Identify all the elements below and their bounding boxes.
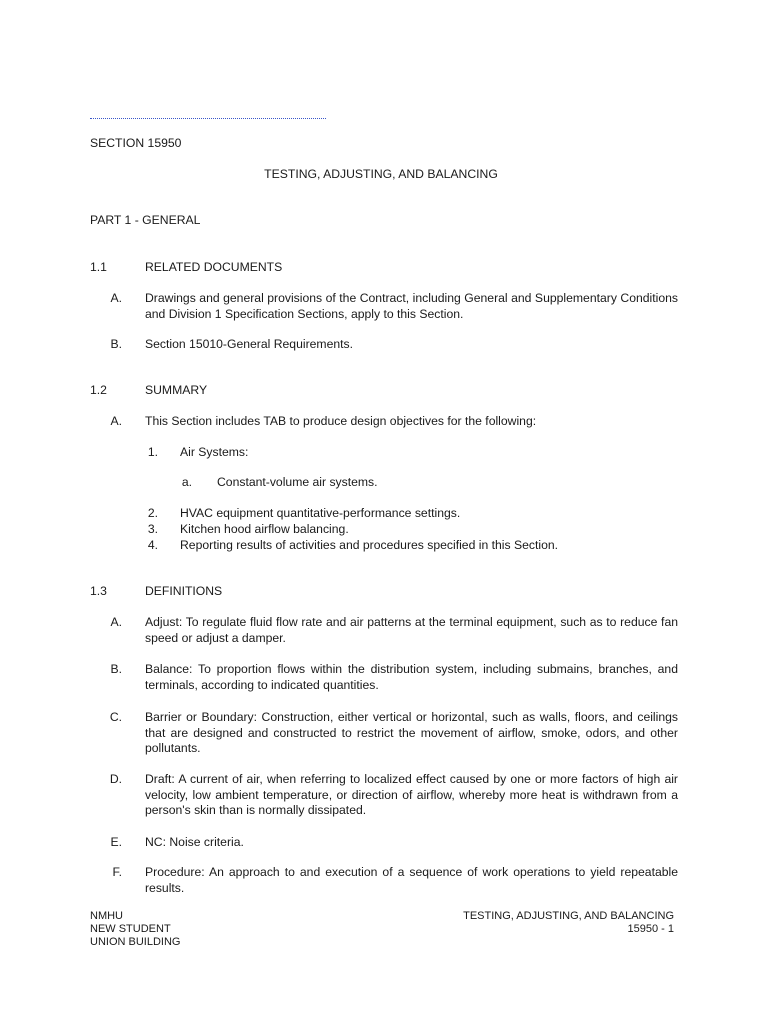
article-heading-summary: SUMMARY xyxy=(145,383,208,397)
article-number-1-2: 1.2 xyxy=(90,383,107,397)
part-heading: PART 1 - GENERAL xyxy=(90,213,201,227)
paragraph-label: E. xyxy=(110,835,122,849)
paragraph-summary-a: This Section includes TAB to produce design objectives for the following: xyxy=(145,414,537,428)
footer-section-info xyxy=(463,910,674,936)
article-heading-related-documents: RELATED DOCUMENTS xyxy=(145,260,283,274)
definition-nc: NC: Noise criteria. xyxy=(145,835,244,849)
definition-barrier: Barrier or Boundary: Construction, either vertical or horizontal, such as walls, floors, and ceilings that are designed and constructed to restrict the movement of airflow, smoke, odors, and other pollutants. xyxy=(145,710,678,755)
paragraph-label: B. xyxy=(110,662,122,676)
list-number: 1. xyxy=(147,445,158,459)
paragraph-label: D. xyxy=(109,772,122,786)
list-number: 4. xyxy=(147,538,158,552)
paragraph-related-documents-b: Section 15010-General Requirements. xyxy=(145,337,353,351)
paragraph-label: A. xyxy=(110,291,122,305)
paragraph-label: F. xyxy=(112,865,122,879)
article-heading-definitions: DEFINITIONS xyxy=(145,584,223,598)
footer-client: NMHU xyxy=(90,910,123,922)
definition-adjust: Adjust: To regulate fluid flow rate and air patterns at the terminal equipment, such as to reduce fan speed or adjust a damper. xyxy=(145,615,678,645)
document-title: TESTING, ADJUSTING, AND BALANCING xyxy=(264,167,498,181)
sublist-letter: a. xyxy=(181,475,192,489)
paragraph-related-documents-a: Drawings and general provisions of the Contract, including General and Supplementary Conditions and Division 1 Specification Sections, apply to this Section. xyxy=(145,291,678,321)
footer-section-title: TESTING, ADJUSTING, AND BALANCING xyxy=(463,910,674,922)
list-number: 3. xyxy=(147,522,158,536)
paragraph-label: A. xyxy=(110,414,122,428)
definition-procedure: Procedure: An approach to and execution of a sequence of work operations to yield repeatable results. xyxy=(145,865,678,895)
list-item-reporting: Reporting results of activities and procedures specified in this Section. xyxy=(180,538,559,552)
definition-draft: Draft: A current of air, when referring to localized effect caused by one or more factors of high air velocity, low ambient temperature, or direction of airflow, whereby more heat is withdrawn from a person's skin than is normally dissipated. xyxy=(145,772,678,817)
article-number-1-1: 1.1 xyxy=(90,260,107,274)
article-number-1-3: 1.3 xyxy=(90,584,107,598)
footer-project xyxy=(90,910,180,950)
footer-project-line-1: NEW STUDENT xyxy=(90,923,171,936)
paragraph-label: A. xyxy=(110,615,122,629)
list-number: 2. xyxy=(147,506,158,520)
paragraph-label: C. xyxy=(109,710,122,724)
definition-balance: Balance: To proportion flows within the distribution system, including submains, branches, and terminals, according to indicated quantities. xyxy=(145,662,678,692)
footer-page-number: 15950 - 1 xyxy=(627,923,674,936)
header-dotted-rule xyxy=(90,118,326,119)
list-item-air-systems: Air Systems: xyxy=(180,445,249,459)
footer-project-line-2: UNION BUILDING xyxy=(90,936,181,949)
sublist-item-constant-volume: Constant-volume air systems. xyxy=(217,475,378,489)
list-item-hvac-equipment: HVAC equipment quantitative-performance settings. xyxy=(180,506,461,520)
list-item-kitchen-hood: Kitchen hood airflow balancing. xyxy=(180,522,349,536)
section-label: SECTION 15950 xyxy=(90,136,182,150)
paragraph-label: B. xyxy=(110,337,122,351)
